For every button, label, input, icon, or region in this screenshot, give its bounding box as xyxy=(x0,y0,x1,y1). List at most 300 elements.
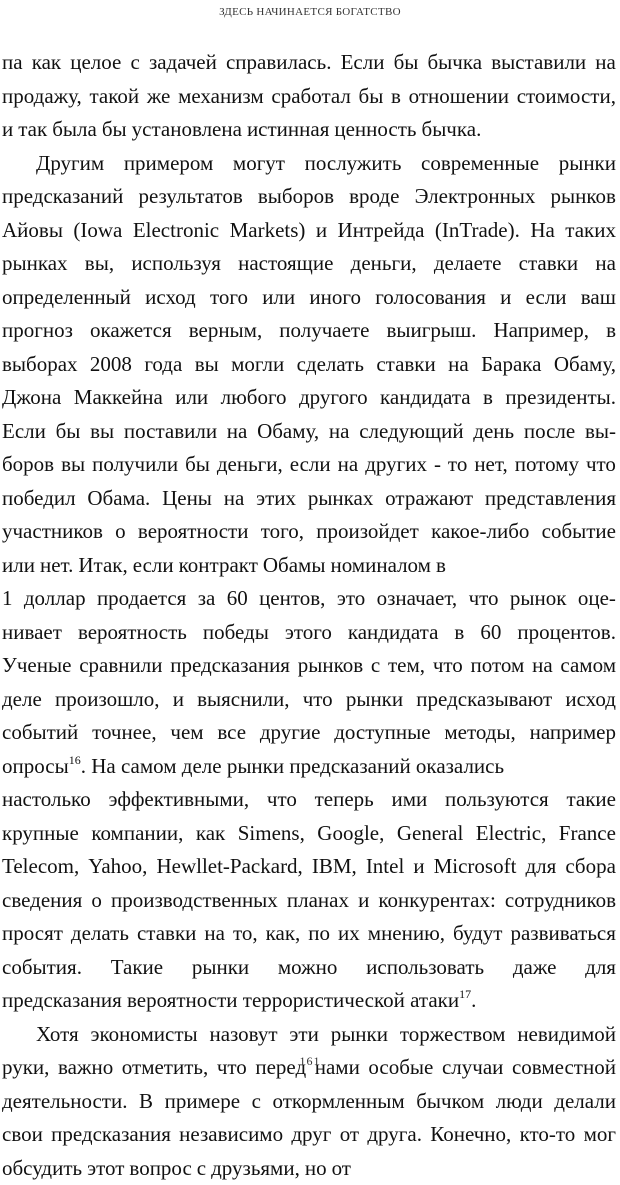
word: что xyxy=(267,783,297,817)
word: с xyxy=(252,1085,261,1119)
word: окажется xyxy=(90,314,172,348)
word: рынки xyxy=(192,951,249,985)
word: (InTrade). xyxy=(435,214,520,248)
word: же xyxy=(147,80,171,114)
word: ставки xyxy=(376,348,435,382)
word: сработал xyxy=(271,80,350,114)
word: вероятности xyxy=(138,515,249,549)
word: Цены xyxy=(162,482,212,516)
word: методы, xyxy=(444,716,515,750)
word: что xyxy=(303,683,333,717)
word: Если xyxy=(2,415,46,449)
word: IBM, xyxy=(312,850,357,884)
word: потом xyxy=(471,649,525,683)
text-line xyxy=(2,348,616,382)
word: просят xyxy=(2,917,63,951)
word: того xyxy=(210,281,248,315)
word: Обаму, xyxy=(257,415,319,449)
word: нами xyxy=(315,1051,360,1085)
word: вроде xyxy=(349,180,399,214)
word: процентов. xyxy=(517,616,616,650)
word: отражают xyxy=(385,482,473,516)
word: Другим xyxy=(36,147,104,181)
word: в xyxy=(391,80,401,114)
word: вы, xyxy=(85,247,114,281)
text-line xyxy=(2,247,616,281)
word: В xyxy=(139,1085,153,1119)
text-line xyxy=(2,750,616,784)
word: даже xyxy=(513,951,557,985)
word: в xyxy=(436,549,446,583)
word: выигрыш. xyxy=(386,314,476,348)
word: Например, xyxy=(493,314,589,348)
word: Intel xyxy=(366,850,404,884)
word: но xyxy=(305,1152,327,1185)
word: доступные xyxy=(334,716,430,750)
word: бы xyxy=(102,113,127,147)
word: пользуются xyxy=(445,783,549,817)
word: результатов xyxy=(138,180,242,214)
word: потому xyxy=(515,448,579,482)
word: любого xyxy=(221,381,287,415)
word: вероятность xyxy=(78,616,187,650)
word: вы xyxy=(61,448,85,482)
text-line xyxy=(2,1018,616,1052)
word: на xyxy=(595,247,616,281)
word: - xyxy=(434,448,441,482)
word: центов, xyxy=(259,582,325,616)
word: вопрос xyxy=(129,1152,191,1185)
word: в xyxy=(606,314,616,348)
word: бычка xyxy=(428,46,483,80)
word: важно xyxy=(58,1051,113,1085)
word: рынках xyxy=(2,247,68,281)
word: такой xyxy=(89,80,139,114)
word: предсказаний xyxy=(2,180,123,214)
word: победил xyxy=(2,482,76,516)
word: Обама. xyxy=(87,482,150,516)
word: Хотя xyxy=(36,1018,79,1052)
word: опросы$^{16}$. На самом деле рынки предсказаний оказались xyxy=(2,750,504,784)
word: и xyxy=(500,281,511,315)
word: рынков xyxy=(298,649,363,683)
word: Джона xyxy=(2,381,61,415)
word: друга. xyxy=(367,1118,422,1152)
word: делаете xyxy=(434,247,502,281)
word: послужить xyxy=(305,147,402,181)
word: Microsoft xyxy=(434,850,517,884)
word: крупные xyxy=(2,817,79,851)
word: на xyxy=(338,448,359,482)
word: на xyxy=(329,415,350,449)
word: контракт xyxy=(179,549,258,583)
word: делать xyxy=(71,917,129,951)
word: целое xyxy=(70,46,121,80)
word: конкурентах: xyxy=(378,884,495,918)
word: сотрудников xyxy=(505,884,616,918)
text-line xyxy=(2,1118,616,1152)
page-number: 161 xyxy=(0,1054,620,1069)
word: бычка. xyxy=(422,113,482,147)
word: после xyxy=(524,415,575,449)
word: в xyxy=(483,381,493,415)
word: использовать xyxy=(366,951,484,985)
word: Барака xyxy=(481,348,541,382)
word: или xyxy=(2,549,35,583)
text-body xyxy=(2,46,616,1185)
word: свои xyxy=(2,1118,43,1152)
text-line xyxy=(2,917,616,951)
text-line xyxy=(2,783,616,817)
word: по xyxy=(308,917,330,951)
word: поставили xyxy=(124,415,217,449)
word: могли xyxy=(231,348,284,382)
text-line xyxy=(2,281,616,315)
word: или xyxy=(262,281,295,315)
word: предсказания xyxy=(51,1118,171,1152)
word: ценность xyxy=(334,113,416,147)
word: эффективными, xyxy=(108,783,249,817)
word: случаи xyxy=(442,1051,503,1085)
word: бы xyxy=(185,448,210,482)
text-line xyxy=(2,448,616,482)
word: рынок xyxy=(510,582,567,616)
word: друзьями, xyxy=(211,1152,300,1185)
word: Electric, xyxy=(476,817,547,851)
word: Simens, xyxy=(238,817,305,851)
text-line xyxy=(2,649,616,683)
word: Electronic xyxy=(133,214,219,248)
word: что xyxy=(433,649,463,683)
word: Markets) xyxy=(230,214,306,248)
word: На xyxy=(530,214,555,248)
word: сведения xyxy=(2,884,82,918)
word: бы xyxy=(56,415,81,449)
word: используя xyxy=(131,247,221,281)
word: если xyxy=(290,448,331,482)
word: с xyxy=(130,46,139,80)
word: представления xyxy=(485,482,616,516)
word: Айовы xyxy=(2,214,63,248)
word: 1 xyxy=(2,582,13,616)
word: мнению, xyxy=(368,917,445,951)
word: теперь xyxy=(315,783,374,817)
word: и xyxy=(316,214,327,248)
word: как xyxy=(196,817,225,851)
word: выставили xyxy=(491,46,586,80)
word: Обаму, xyxy=(554,348,616,382)
word: этих xyxy=(256,482,296,516)
word: могут xyxy=(233,147,285,181)
word: на xyxy=(532,649,553,683)
text-line xyxy=(2,683,616,717)
word: ставки xyxy=(137,917,196,951)
word: бычком xyxy=(416,1085,484,1119)
word: о xyxy=(115,515,126,549)
word: Если xyxy=(341,46,385,80)
word: кто-то xyxy=(520,1118,576,1152)
word: Yahoo, xyxy=(88,850,147,884)
text-line xyxy=(2,884,616,918)
text-line xyxy=(2,214,616,248)
word: стоимости, xyxy=(517,80,616,114)
word: откормленным xyxy=(272,1085,404,1119)
word: Обамы xyxy=(263,549,326,583)
word: 60 xyxy=(480,616,501,650)
word: того, xyxy=(261,515,304,549)
word: нивает xyxy=(2,616,62,650)
word: доллар xyxy=(24,582,86,616)
word: экономисты xyxy=(90,1018,197,1052)
word: бы xyxy=(394,46,419,80)
word: и xyxy=(358,884,369,918)
paragraph-3 xyxy=(2,1018,616,1185)
word: если xyxy=(133,549,174,583)
word: делали xyxy=(554,1085,616,1119)
word: вы- xyxy=(585,415,616,449)
word: ставки xyxy=(519,247,578,281)
word: кандидата xyxy=(348,616,439,650)
word: и xyxy=(2,113,13,147)
word: какое-либо xyxy=(431,515,529,549)
word: на xyxy=(204,917,225,951)
word: отношении xyxy=(409,80,509,114)
word: это xyxy=(337,582,365,616)
word: номиналом xyxy=(330,549,430,583)
word: предсказывают xyxy=(416,683,552,717)
footnote-ref: 16 xyxy=(69,753,81,767)
word: невидимой xyxy=(517,1018,616,1052)
word: была xyxy=(52,113,97,147)
footnote-ref: 17 xyxy=(459,987,471,1001)
word: Google, xyxy=(317,817,384,851)
word: люди xyxy=(496,1085,543,1119)
word: то xyxy=(448,448,467,482)
word: участников xyxy=(2,515,103,549)
word: этот xyxy=(87,1152,124,1185)
word: и xyxy=(413,850,424,884)
word: боров xyxy=(2,448,54,482)
word: чем xyxy=(170,716,203,750)
word: механизм xyxy=(178,80,264,114)
word: рынках xyxy=(308,482,374,516)
word: так xyxy=(18,113,47,147)
word: иного xyxy=(309,281,361,315)
word: General xyxy=(397,817,463,851)
word: примере xyxy=(165,1085,240,1119)
word: планах xyxy=(287,884,349,918)
word: исход xyxy=(145,281,196,315)
word: деятельности. xyxy=(2,1085,127,1119)
word: независимо xyxy=(179,1118,283,1152)
word: Telecom, xyxy=(2,850,79,884)
word: президенты. xyxy=(505,381,616,415)
word: выборов xyxy=(258,180,334,214)
word: день xyxy=(473,415,514,449)
word: выборах xyxy=(2,348,78,382)
word: получаете xyxy=(279,314,369,348)
word: или xyxy=(175,381,208,415)
word: сделать xyxy=(297,348,364,382)
word: 2008 xyxy=(90,348,132,382)
word: рынки xyxy=(559,147,616,181)
word: в xyxy=(454,616,464,650)
word: на xyxy=(224,482,245,516)
word: деньги, xyxy=(217,448,283,482)
word: для xyxy=(525,850,556,884)
text-line xyxy=(2,1152,616,1185)
text-line xyxy=(2,415,616,449)
word: совместной xyxy=(512,1051,616,1085)
word: деле xyxy=(2,683,42,717)
word: развиваться xyxy=(510,917,615,951)
text-line xyxy=(2,817,616,851)
word: можно xyxy=(278,951,338,985)
text-line xyxy=(2,381,616,415)
word: Электронных xyxy=(415,180,536,214)
word: деньги, xyxy=(351,247,417,281)
word: их xyxy=(338,917,360,951)
text-line xyxy=(2,951,616,985)
word: события. xyxy=(2,951,82,985)
word: вы xyxy=(195,348,219,382)
word: что xyxy=(217,1051,247,1085)
word: победы xyxy=(203,616,269,650)
word: например xyxy=(530,716,616,750)
word: голосования xyxy=(375,281,486,315)
word: и xyxy=(173,683,184,717)
word: обсудить xyxy=(2,1152,82,1185)
word: настолько xyxy=(2,783,91,817)
word: рынков xyxy=(551,180,616,214)
word: как, xyxy=(266,917,301,951)
word: ими xyxy=(392,783,428,817)
word: если xyxy=(526,281,567,315)
word: рынки xyxy=(346,683,403,717)
word: Такие xyxy=(111,951,163,985)
text-line xyxy=(2,314,616,348)
word: задачей xyxy=(149,46,217,80)
word: года xyxy=(144,348,182,382)
word: о xyxy=(91,884,102,918)
word: продажу, xyxy=(2,80,82,114)
word: от xyxy=(332,1152,351,1185)
word: таких xyxy=(565,214,616,248)
word: событий xyxy=(2,716,78,750)
word: (Iowa xyxy=(73,214,122,248)
word: па xyxy=(2,46,23,80)
text-line xyxy=(2,549,616,583)
paragraph-2 xyxy=(2,147,616,1018)
word: такие xyxy=(566,783,616,817)
word: современные xyxy=(421,147,539,181)
paragraph-1 xyxy=(2,46,616,147)
word: верным, xyxy=(189,314,263,348)
word: нет. xyxy=(40,549,73,583)
word: вы xyxy=(90,415,114,449)
word: Интрейда xyxy=(338,214,425,248)
word: с xyxy=(197,1152,206,1185)
word: рынки xyxy=(331,1018,388,1052)
word: определенный xyxy=(2,281,131,315)
word: справилась. xyxy=(226,46,331,80)
word: как xyxy=(32,46,61,80)
word: за xyxy=(198,582,216,616)
word: тем, xyxy=(388,649,425,683)
word: точнее, xyxy=(92,716,157,750)
word: Итак, xyxy=(78,549,127,583)
text-line xyxy=(2,147,616,181)
word: то, xyxy=(233,917,258,951)
word: произошло, xyxy=(55,683,160,717)
word: событие xyxy=(542,515,616,549)
word: компании, xyxy=(91,817,183,851)
word: истинная xyxy=(247,113,329,147)
word: выяснили, xyxy=(197,683,289,717)
word: другого xyxy=(299,381,368,415)
word: мог xyxy=(584,1118,616,1152)
word: бы xyxy=(359,80,384,114)
text-line xyxy=(2,80,616,114)
text-line xyxy=(2,1085,616,1119)
word: с xyxy=(371,649,380,683)
word: особые xyxy=(368,1051,433,1085)
word: от xyxy=(340,1118,359,1152)
text-line xyxy=(2,515,616,549)
word: предсказания xyxy=(170,649,290,683)
word: этого xyxy=(285,616,332,650)
word: руки, xyxy=(2,1051,49,1085)
word: настоящие xyxy=(238,247,333,281)
text-line xyxy=(2,984,616,1018)
word: кандидата xyxy=(380,381,471,415)
word: Ученые xyxy=(2,649,71,683)
word: для xyxy=(585,951,616,985)
word: сравнили xyxy=(79,649,162,683)
word: на xyxy=(448,348,469,382)
word: предсказания вероятности террористической атаки$^{17}$. xyxy=(2,984,476,1018)
text-line xyxy=(2,716,616,750)
word: торжеством xyxy=(400,1018,506,1052)
word: сбора xyxy=(565,850,616,884)
word: все xyxy=(217,716,246,750)
text-line xyxy=(2,180,616,214)
word: назовут xyxy=(209,1018,277,1052)
word: эти xyxy=(289,1018,318,1052)
text-line xyxy=(2,482,616,516)
running-head: ЗДЕСЬ НАЧИНАЕТСЯ БОГАТСТВО xyxy=(0,6,620,18)
word: будут xyxy=(453,917,502,951)
word: продается xyxy=(97,582,186,616)
text-line xyxy=(2,46,616,80)
text-line xyxy=(2,850,616,884)
word: примером xyxy=(124,147,213,181)
word: отметить, xyxy=(122,1051,208,1085)
word: что xyxy=(469,582,499,616)
word: ваш xyxy=(581,281,616,315)
word: исход xyxy=(565,683,616,717)
word: установлена xyxy=(132,113,242,147)
word: другие xyxy=(260,716,321,750)
word: означает, xyxy=(377,582,458,616)
word: получили xyxy=(92,448,178,482)
word: перед xyxy=(255,1051,306,1085)
word: 60 xyxy=(227,582,248,616)
text-line xyxy=(2,616,616,650)
word: прогноз xyxy=(2,314,73,348)
word: что xyxy=(586,448,616,482)
word: произойдет xyxy=(316,515,419,549)
